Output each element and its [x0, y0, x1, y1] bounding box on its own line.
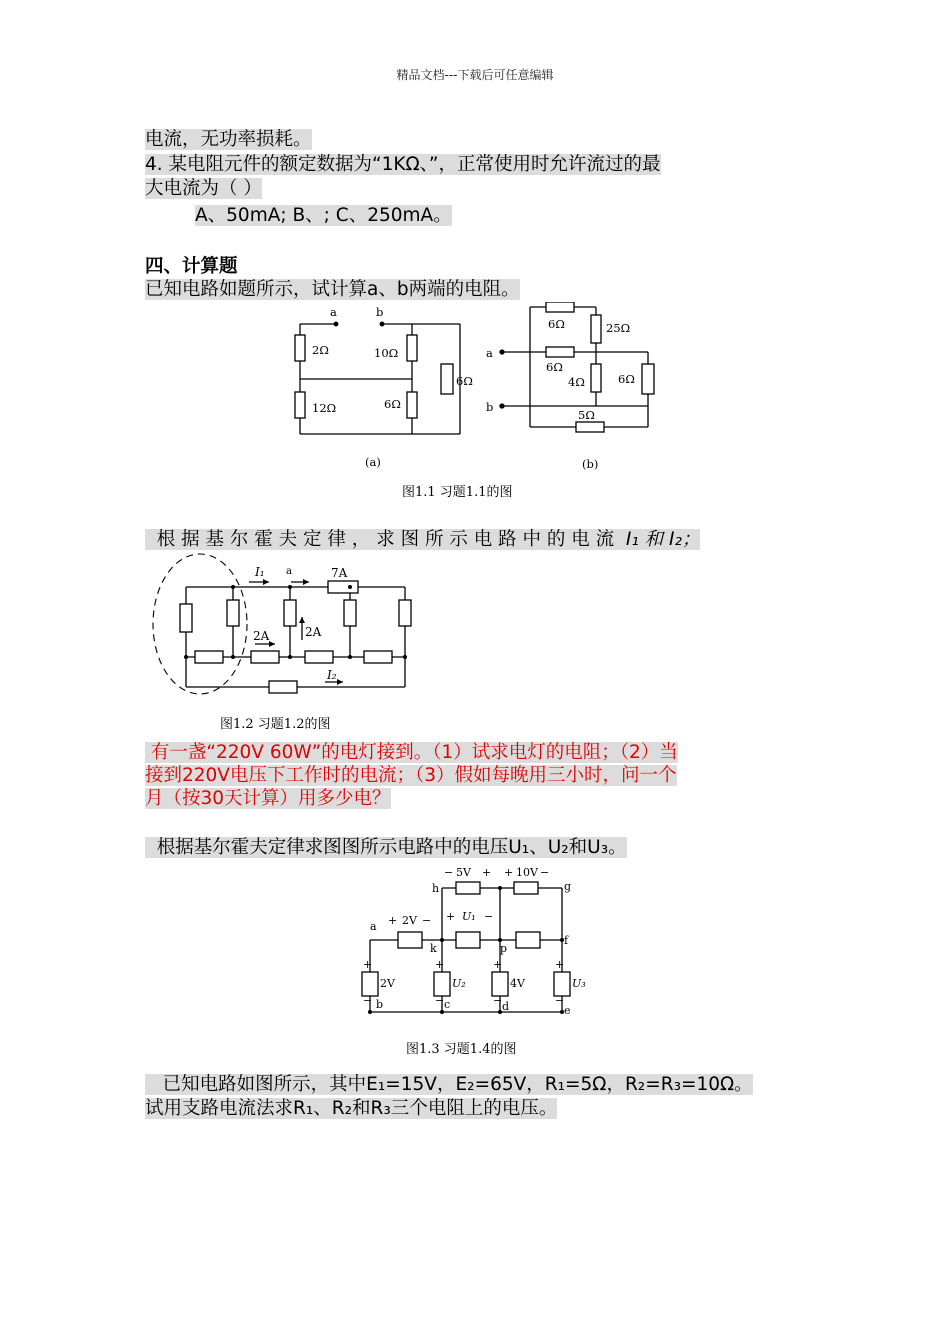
svg-text:−: −	[363, 994, 373, 1007]
fig1b-r6mid: 6Ω	[546, 360, 563, 374]
svg-text:+: +	[555, 958, 565, 971]
fig1b-node-b: b	[486, 400, 494, 414]
question-2-text: 根 据 基 尔 霍 夫 定 律 ， 求 图 所 示 电 路 中 的 电 流 I₁ 和 I₂；	[145, 528, 700, 552]
fig1a-r6a: 6Ω	[384, 397, 401, 411]
svg-text:−: −	[444, 866, 454, 879]
fig1a-node-b: b	[376, 305, 384, 319]
fig3-u3: U₃	[572, 977, 586, 990]
figure-1-3	[360, 862, 600, 1022]
question-4-options: A、50mA; B、; C、250mA。	[195, 205, 452, 226]
figure-1-1	[290, 302, 670, 502]
question-1-text: 已知电路如题所示，试计算a、b两端的电阻。	[145, 279, 520, 300]
svg-text:+: +	[504, 866, 514, 879]
fig1a-r6b: 6Ω	[456, 374, 473, 388]
fig2-2a-mid: 2A	[305, 625, 322, 639]
question-4b-text: 根据基尔霍夫定律求图图所示电路中的电压U₁、U₂和U₃。	[145, 836, 627, 860]
fig2-i2: I₂	[327, 668, 337, 682]
fig1a-sub: (a)	[365, 455, 381, 469]
question-5-line-2: 试用支路电流法求R₁、R₂和R₃三个电阻上的电压。	[145, 1098, 558, 1119]
fig3-node-d: d	[502, 1000, 510, 1013]
svg-text:−: −	[484, 910, 494, 923]
fig2-node-a: a	[286, 566, 292, 577]
svg-text:−: −	[435, 994, 445, 1007]
svg-text:−: −	[555, 994, 565, 1007]
question-3-line-1: 有一盏“220V 60W”的电灯接到。（1）试求电灯的电阻；（2）当	[145, 741, 678, 765]
fig3-2v: 2V	[380, 977, 395, 990]
fig1b-r25: 25Ω	[606, 321, 631, 335]
fig1b-r6top: 6Ω	[548, 317, 565, 331]
fig1b-r4: 4Ω	[568, 375, 585, 389]
fig1a-r2: 2Ω	[312, 343, 329, 357]
paragraph-continuation: 电流，无功率损耗。	[145, 129, 312, 150]
fig3-node-e: e	[564, 1004, 571, 1017]
question-4-line-1: 4. 某电阻元件的额定数据为“1KΩ、”，正常使用时允许流过的最	[145, 154, 661, 175]
svg-text:+: +	[388, 914, 398, 927]
fig3-node-c: c	[444, 998, 451, 1011]
fig1b-r6right: 6Ω	[618, 372, 635, 386]
svg-text:−: −	[493, 994, 503, 1007]
svg-text:−: −	[422, 914, 432, 927]
question-4-line-2: 大电流为（ ）	[145, 178, 262, 199]
fig3-4v: 4V	[510, 977, 525, 990]
question-3-line-3: 月（按30天计算）用多少电？	[145, 788, 391, 809]
svg-text:+: +	[493, 958, 503, 971]
fig3-10v: 10V	[516, 866, 538, 879]
fig3-node-h: h	[432, 882, 440, 895]
fig3-node-p: p	[500, 942, 508, 955]
question-5-line-1: 已知电路如图所示，其中E₁=15V，E₂=65V，R₁=5Ω，R₂=R₃=10Ω。	[145, 1073, 753, 1097]
fig2-2a-left: 2A	[253, 629, 270, 643]
figure-1-2	[145, 552, 425, 712]
fig3-node-g: g	[564, 880, 572, 893]
figure-1-1-caption: 图1.1 习题1.1的图	[402, 485, 513, 500]
fig1b-sub: (b)	[582, 457, 599, 471]
fig2-7a: 7A	[331, 566, 348, 580]
section-title: 四、计算题	[145, 256, 238, 277]
fig1a-node-a: a	[330, 305, 337, 319]
fig3-node-f: f	[564, 934, 569, 947]
fig3-node-b: b	[376, 998, 384, 1011]
fig1b-r5: 5Ω	[578, 408, 595, 422]
fig3-node-k: k	[430, 942, 437, 955]
fig1a-r12: 12Ω	[312, 401, 337, 415]
svg-text:−: −	[540, 866, 550, 879]
fig3-2v-top: 2V	[402, 914, 417, 927]
question-3-line-2: 接到220V电压下工作时的电流；（3）假如每晚用三小时，问一个	[145, 765, 677, 786]
figure-1-3-caption: 图1.3 习题1.4的图	[406, 1042, 517, 1057]
svg-text:+: +	[446, 910, 456, 923]
fig3-node-a: a	[370, 920, 377, 933]
fig3-u1: U₁	[462, 910, 476, 923]
svg-text:+: +	[482, 866, 492, 879]
fig2-i1: I₁	[255, 565, 265, 579]
fig1a-r10: 10Ω	[374, 346, 399, 360]
fig3-u2: U₂	[452, 977, 466, 990]
svg-text:+: +	[435, 958, 445, 971]
fig1b-node-a: a	[486, 346, 493, 360]
figure-1-2-caption: 图1.2 习题1.2的图	[220, 717, 331, 732]
svg-text:+: +	[363, 958, 373, 971]
page-header: 精品文档---下载后可任意编辑	[396, 68, 554, 82]
fig3-5v: 5V	[456, 866, 471, 879]
